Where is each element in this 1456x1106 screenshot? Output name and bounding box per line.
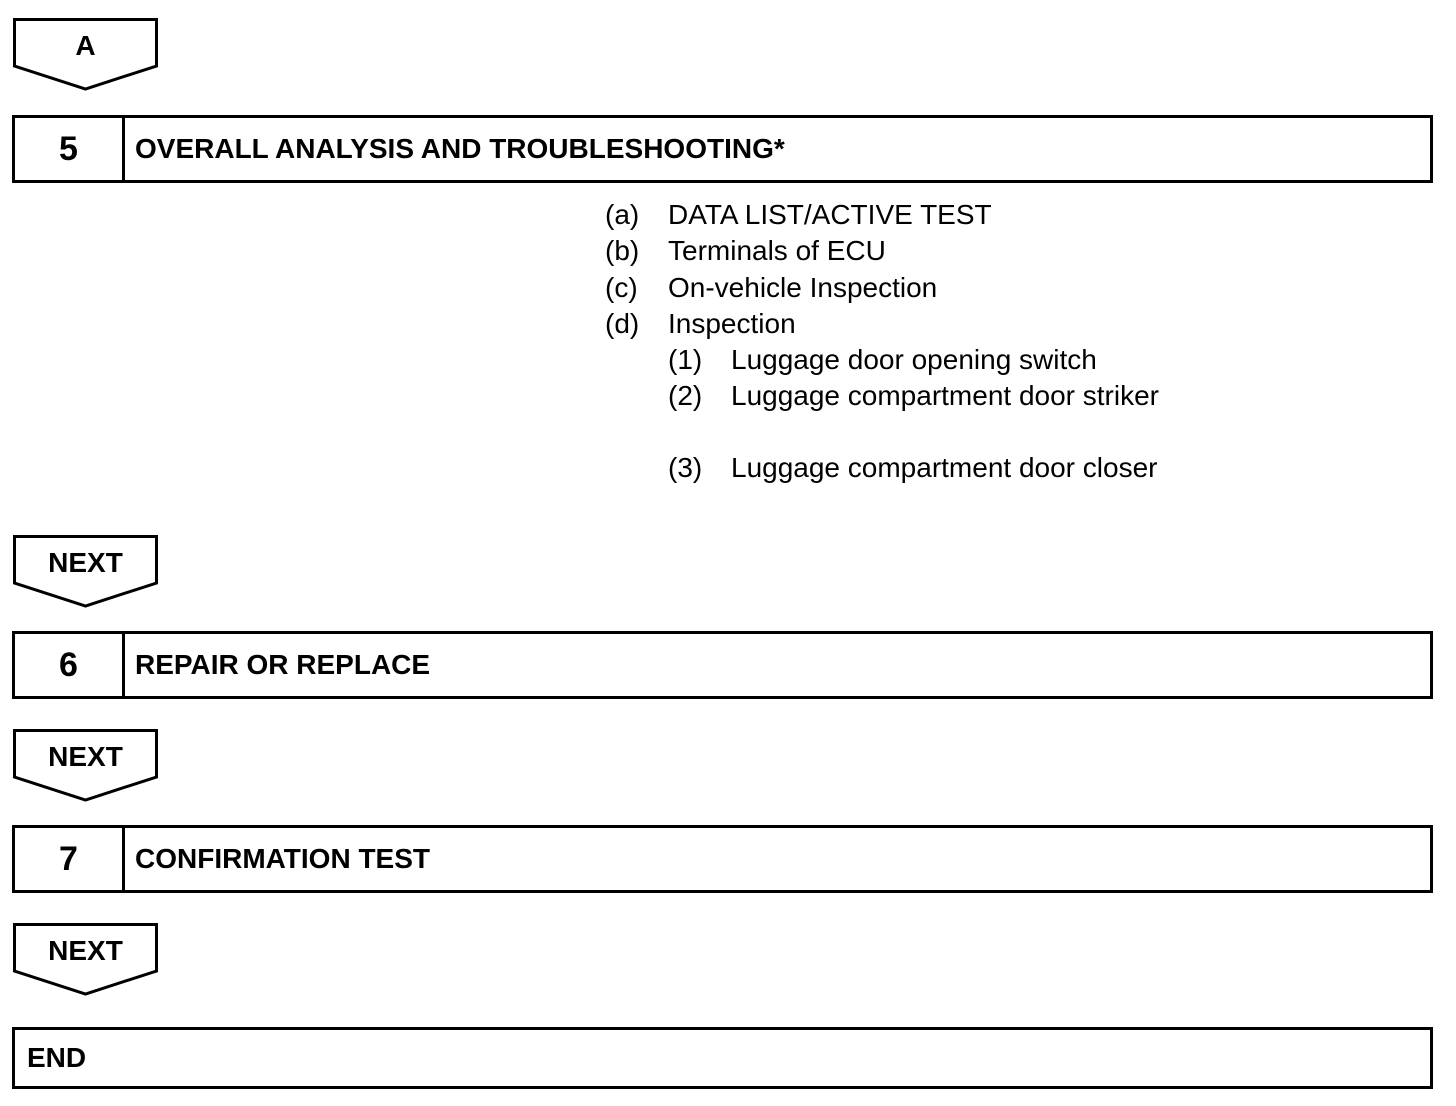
list-item-key: (a) <box>605 199 640 230</box>
step-title: OVERALL ANALYSIS AND TROUBLESHOOTING* <box>135 133 785 164</box>
step-number: 7 <box>15 828 125 890</box>
step-title: CONFIRMATION TEST <box>135 843 431 874</box>
list-item-text: Luggage compartment door closer <box>731 452 1158 483</box>
list-item-text: Luggage door opening switch <box>731 344 1097 375</box>
step-6-box <box>12 631 1433 699</box>
list-item-key: (3) <box>668 452 703 483</box>
step-title: REPAIR OR REPLACE <box>135 649 431 680</box>
list-item-key: (c) <box>605 272 638 303</box>
next-label: NEXT <box>48 741 123 772</box>
marker-label: A <box>75 30 96 61</box>
list-item-text: DATA LIST/ACTIVE TEST <box>668 199 992 230</box>
list-item-key: (d) <box>605 308 640 339</box>
list-item-text: On-vehicle Inspection <box>668 272 938 303</box>
start-marker-a <box>13 18 158 92</box>
step-7-box <box>12 825 1433 893</box>
next-marker <box>13 923 158 997</box>
list-item-text: Terminals of ECU <box>668 235 886 266</box>
next-label: NEXT <box>48 935 123 966</box>
list-item-key: (b) <box>605 235 640 266</box>
next-label: NEXT <box>48 547 123 578</box>
next-marker <box>13 729 158 803</box>
step-5-box <box>12 115 1433 183</box>
list-item-key: (1) <box>668 344 703 375</box>
next-marker <box>13 535 158 609</box>
step-number: 5 <box>15 118 125 180</box>
step-number: 6 <box>15 634 125 696</box>
list-item-text: Luggage compartment door striker <box>731 380 1159 411</box>
list-item-key: (2) <box>668 380 703 411</box>
list-item-text: Inspection <box>668 308 796 339</box>
end-box: END <box>12 1027 1433 1089</box>
